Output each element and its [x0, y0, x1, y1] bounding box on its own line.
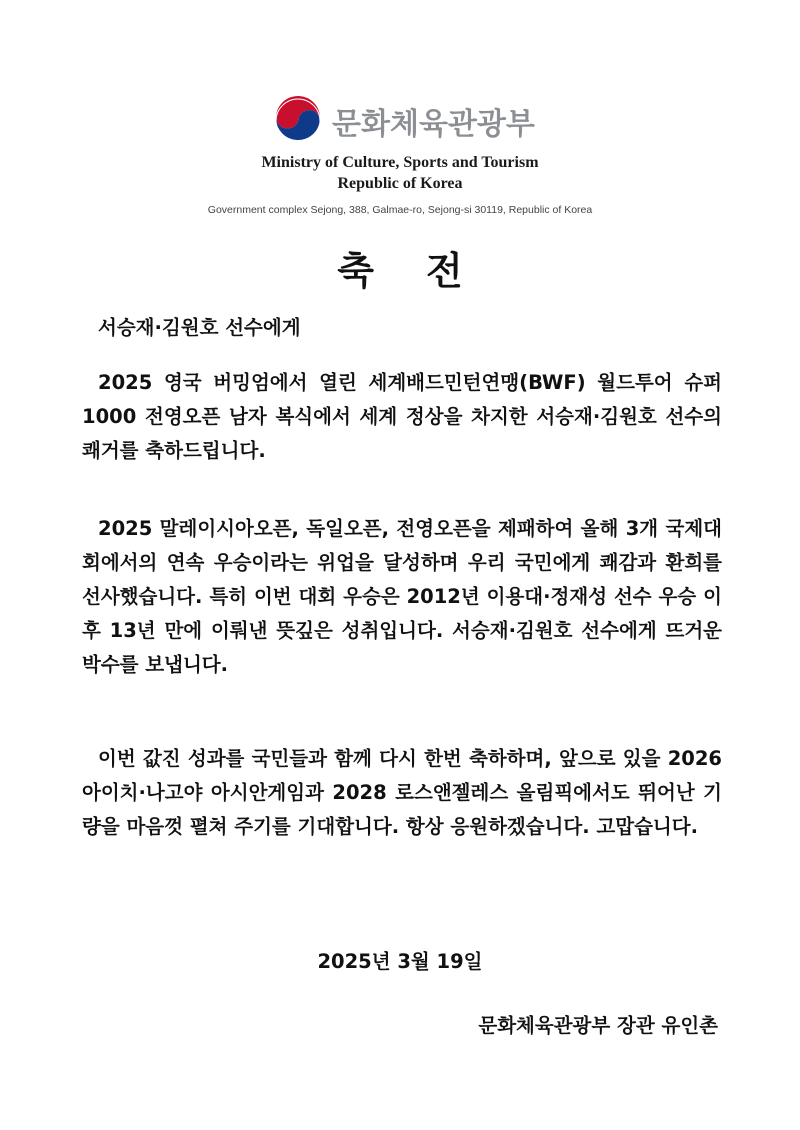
- letter-date: 2025년 3월 19일: [317, 950, 483, 973]
- ministry-name-korean: 문화체육관광부: [332, 107, 535, 142]
- salutation: 서승재·김원호 선수에게: [98, 316, 301, 339]
- paragraph-3: 이번 값진 성과를 국민들과 함께 다시 한번 축하하며, 앞으로 있을 2026 아이치·나고야 아시안게임과 2028 로스앤젤레스 올림픽에서도 뛰어난 기량을 마음껏 펼쳐 주기를 기대합니다. 항상 응원하겠습니다. 고맙습니다.: [82, 747, 722, 838]
- paragraph-1: 2025 영국 버밍엄에서 열린 세계배드민턴연맹(BWF) 월드투어 슈퍼 1000 전영오픈 남자 복식에서 세계 정상을 차지한 서승재·김원호 선수의 쾌거를 축하드립니다.: [82, 371, 722, 462]
- ministry-address: Government complex Sejong, 388, Galmae-ro, Sejong-si 30119, Republic of Korea: [207, 204, 593, 216]
- document-title: 축전: [337, 249, 515, 293]
- signature-line: 문화체육관광부 장관 유인촌: [478, 1014, 718, 1037]
- country-name: Republic of Korea: [337, 175, 463, 192]
- paragraph-2: 2025 말레이시아오픈, 독일오픈, 전영오픈을 제패하여 올해 3개 국제대회에서의 연속 우승이라는 위업을 달성하며 우리 국민에게 쾌감과 환희를 선사했습니다. 특히 이번 대회 우승은 2012년 이용대·정재성 선수 우승 이후 13년 만에 이뤄낸 뜻깊은 성취입니다. 서승재·김원호 선수에게 뜨거운 박수를 보냅니다.: [82, 517, 722, 676]
- ministry-name-english: Ministry of Culture, Sports and Tourism: [261, 154, 539, 171]
- ministry-logo: [272, 95, 535, 147]
- taegeuk-emblem-icon: [272, 95, 324, 147]
